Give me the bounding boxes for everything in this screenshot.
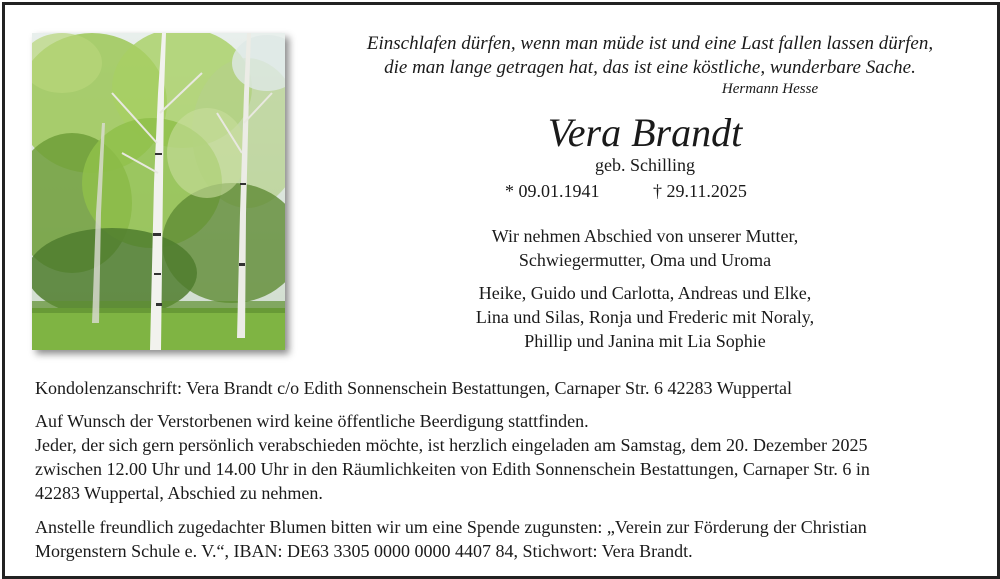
birth-date: * 09.01.1941 — [505, 181, 600, 201]
obituary-notice — [2, 2, 1000, 579]
family-line-2: Lina und Silas, Ronja und Frederic mit Noraly, — [475, 307, 815, 327]
birch-trees-photo — [32, 33, 285, 350]
family-line-1: Heike, Guido und Carlotta, Andreas und Elke, — [478, 283, 812, 303]
farewell-line-1: Wir nehmen Abschied von unserer Mutter, — [491, 226, 799, 246]
family-line-3: Phillip und Janina mit Lia Sophie — [524, 331, 766, 351]
quote-line-1: Einschlafen dürfen, wenn man müde ist und eine Last fallen lassen dürfen, — [366, 33, 934, 54]
invitation-line-2: zwischen 12.00 Uhr und 14.00 Uhr in den Räumlichkeiten von Edith Sonnenschein Bestattungen, Carnaper Str. 6 in — [35, 459, 870, 479]
condolence-address: Kondolenzanschrift: Vera Brandt c/o Edith Sonnenschein Bestattungen, Carnaper Str. 6 42283 Wuppertal — [35, 378, 792, 398]
birth-name: geb. Schilling — [595, 155, 695, 175]
quote-author: Hermann Hesse — [721, 81, 819, 97]
quote-line-2: die man lange getragen hat, das ist eine köstliche, wunderbare Sache. — [384, 57, 916, 78]
farewell-line-2: Schwiegermutter, Oma und Uroma — [518, 250, 772, 270]
invitation-line-1: Jeder, der sich gern persönlich verabschieden möchte, ist herzlich eingeladen am Samstag, dem 20. Dezember 2025 — [35, 435, 868, 455]
funeral-info: Auf Wunsch der Verstorbenen wird keine öffentliche Beerdigung stattfinden. — [35, 411, 589, 431]
donation-line-1: Anstelle freundlich zugedachter Blumen bitten wir um eine Spende zugunsten: „Verein zur Förderung der Christian — [35, 517, 867, 537]
donation-line-2: Morgenstern Schule e. V.“, IBAN: DE63 3305 0000 0000 4407 84, Stichwort: Vera Brandt. — [35, 541, 693, 561]
deceased-name: Vera Brandt — [547, 110, 743, 155]
invitation-line-3: 42283 Wuppertal, Abschied zu nehmen. — [35, 483, 323, 503]
death-date: † 29.11.2025 — [653, 181, 747, 201]
